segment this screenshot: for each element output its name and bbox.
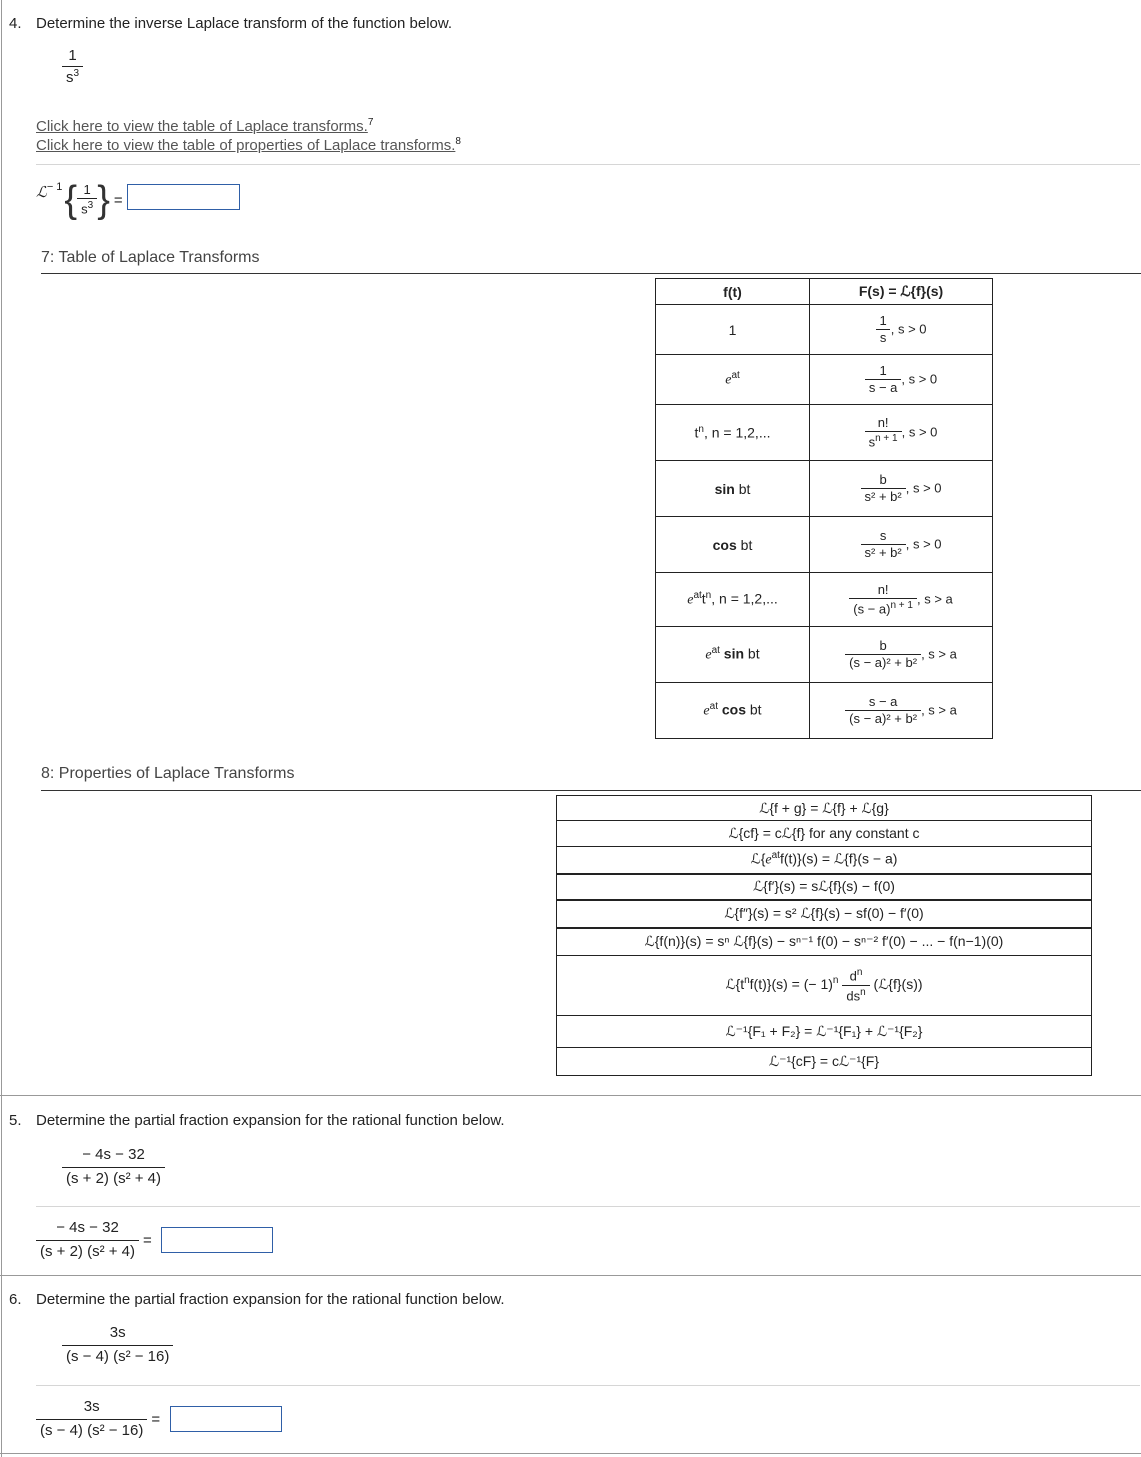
ft-cell: 1 [656, 305, 810, 355]
prop3-e: e [765, 853, 772, 869]
fs-cond: s > a [924, 591, 953, 607]
q5-func-num: − 4s − 32 [82, 1146, 145, 1163]
laplace-properties-link[interactable]: Click here to view the table of properties of Laplace transforms. [36, 137, 456, 154]
q4-answer-num: 1 [83, 182, 91, 198]
fs-cell: $\frac{s}{\text{s² + b²}}$ , s > 0 [810, 517, 993, 573]
prop3-exp: at [771, 850, 780, 862]
fs-num: s [879, 527, 887, 543]
ft-e: e [725, 372, 732, 388]
table-row [557, 1048, 1092, 1076]
q6-func-num: 3s [109, 1324, 126, 1341]
q5-answer-num: − 4s − 32 [56, 1219, 119, 1236]
prop3-pre: ℒ{ [750, 851, 766, 868]
prop7-numexp: n [856, 967, 863, 979]
table7-rule [41, 273, 1141, 274]
ft-bold: sin [714, 480, 735, 497]
fs-cell: $\frac{b}{\text{(s − a)² + b²}}$ , s > a [810, 627, 993, 683]
q5-answer-row [36, 1214, 152, 1266]
q6-answer-den: (s − 4) (s² − 16) [36, 1419, 147, 1440]
table-row [557, 874, 1092, 900]
q5-answer-den: (s + 2) (s² + 4) [36, 1240, 139, 1261]
q5-separator [0, 1095, 1141, 1096]
table-row [656, 405, 993, 461]
bottom-separator [0, 1453, 1141, 1454]
property-cell: ℒ{cf} = cℒ{f} for any constant c [557, 821, 1092, 847]
ft-cell [656, 627, 810, 683]
prop7-mid: f(t)}(s) = (− 1) [749, 976, 833, 993]
fs-den: s² + b² [861, 544, 906, 560]
ft-tail: , n = 1,2,... [703, 424, 771, 441]
fs-cond: s > 0 [908, 371, 938, 387]
table8-rule [41, 790, 1141, 791]
link2-ref: 8 [455, 136, 461, 147]
property-cell: ℒ⁻¹{F₁ + F₂} = ℒ⁻¹{F₁} + ℒ⁻¹{F₂} [557, 1016, 1092, 1048]
col-header-fs-text: F(s) = ℒ{f}(s) [858, 283, 944, 299]
property-cell: ℒ{f′}(s) = sℒ{f}(s) − f(0) [557, 874, 1092, 900]
table-row [557, 796, 1092, 821]
fs-num: b [879, 471, 887, 487]
q4-func-exp: 3 [73, 67, 80, 79]
fs-num: 1 [879, 362, 887, 378]
laplace-table [655, 278, 993, 739]
q5-equals: = [143, 1231, 152, 1249]
prop3-post: f(t)}(s) = ℒ{f}(s − a) [779, 851, 898, 868]
table-row [557, 1016, 1092, 1048]
table-row [656, 573, 993, 627]
table8-title: 8: Properties of Laplace Transforms [41, 765, 295, 782]
ft-cell [656, 573, 810, 627]
table-row [656, 305, 993, 355]
table-row [656, 461, 993, 517]
fs-cell: $\frac{s - a}{\text{(s − a)² + b²}}$ , s > a [810, 683, 993, 739]
fs-den: s − a [865, 379, 902, 395]
property-cell: ℒ{f(n)}(s) = sⁿ ℒ{f}(s) − sⁿ⁻¹ f(0) − sⁿ⁻² f′(0) − ... − f(n−1)(0) [557, 928, 1092, 956]
table-row [557, 900, 1092, 928]
ft-cell [656, 355, 810, 405]
q6-separator [0, 1275, 1141, 1276]
ft-cell [656, 461, 810, 517]
col-header-ft: f(t) [656, 279, 810, 305]
col-header-fs [810, 279, 993, 305]
fs-den-exp: n + 1 [890, 599, 913, 611]
ft-e: e [687, 592, 694, 608]
q6-prompt: Determine the partial fraction expansion for the rational function below. [36, 1291, 505, 1308]
ft-exp: n [698, 424, 704, 436]
fs-cell: $\frac{b}{\text{s² + b²}}$ , s > 0 [810, 461, 993, 517]
ft-tail: bt [744, 645, 760, 662]
fs-den-exp: n + 1 [875, 432, 898, 444]
q6-function [62, 1325, 173, 1365]
fs-cond: s > a [928, 702, 957, 718]
q5-prompt: Determine the partial fraction expansion for the rational function below. [36, 1112, 505, 1129]
ft-texp: n [705, 590, 712, 602]
q4-number: 4. [9, 15, 22, 32]
q6-func-den: (s − 4) (s² − 16) [62, 1345, 173, 1366]
prop7-post: (ℒ{f}(s)) [873, 976, 923, 993]
q4-equals: = [113, 191, 123, 209]
property-cell: ℒ⁻¹{cF} = cℒ⁻¹{F} [557, 1048, 1092, 1076]
prop7-pre: ℒ{t [725, 976, 745, 993]
q4-divider [36, 164, 1140, 165]
fs-num: n! [877, 414, 889, 430]
q4-right-brace: } [97, 179, 110, 221]
q4-left-brace: { [64, 179, 78, 221]
fs-cond: s > 0 [897, 321, 927, 337]
q4-func-den: s [66, 68, 74, 86]
q4-link-props[interactable] [36, 136, 461, 154]
q4-prompt: Determine the inverse Laplace transform of the function below. [36, 15, 453, 32]
fs-num: s − a [868, 693, 898, 709]
ft-bold: cos [717, 701, 746, 718]
fs-cell: $\frac{1}{s - a}$ , s > 0 [810, 355, 993, 405]
ft-tail: , n = 1,2,... [711, 590, 778, 607]
q6-answer-num: 3s [83, 1398, 100, 1415]
fs-cond: s > 0 [908, 424, 938, 440]
q6-number: 6. [9, 1291, 22, 1308]
ft-exp: at [731, 370, 740, 382]
table-row [557, 847, 1092, 874]
fs-cond: s > 0 [912, 480, 942, 496]
table-row [656, 355, 993, 405]
ft-t: t [694, 424, 699, 441]
table-row [557, 928, 1092, 956]
prop7-n: n [832, 975, 839, 987]
prop7-denexp: n [860, 987, 866, 998]
fs-num: b [879, 637, 887, 653]
table-row [557, 821, 1092, 847]
ft-cell [656, 517, 810, 573]
q4-function [62, 48, 83, 86]
prop7-exp: n [744, 975, 750, 987]
fs-cond: s > a [928, 646, 957, 662]
q4-link-table[interactable] [36, 117, 373, 135]
ft-e: e [705, 647, 712, 663]
ft-cell [656, 683, 810, 739]
q5-divider [36, 1206, 1140, 1207]
q5-answer-input[interactable] [161, 1227, 273, 1253]
fs-cell: $\frac{n!}{s^{n + 1}}$ , s > 0 [810, 405, 993, 461]
table-row [557, 956, 1092, 1016]
property-cell: ℒ{f″}(s) = s² ℒ{f}(s) − sf(0) − f′(0) [557, 900, 1092, 928]
fs-den: (s − a)² + b² [845, 710, 921, 726]
q6-answer-input[interactable] [170, 1406, 282, 1432]
property-cell [557, 956, 1092, 1016]
q4-answer-exp: 3 [87, 200, 94, 212]
ft-bold: cos [712, 536, 737, 553]
fs-den: (s − a)² + b² [845, 654, 921, 670]
prop7-den: ds [846, 988, 861, 1004]
ft-exp: at [693, 590, 702, 602]
property-cell: ℒ{f + g} = ℒ{f} + ℒ{g} [557, 796, 1092, 821]
table-row [656, 627, 993, 683]
ft-cell [656, 405, 810, 461]
ft-tail: bt [736, 536, 753, 553]
fs-num: n! [877, 581, 889, 597]
q5-number: 5. [9, 1112, 22, 1129]
table-row [656, 517, 993, 573]
fs-den: s² + b² [861, 488, 906, 504]
fs-num: 1 [879, 312, 887, 328]
left-border [1, 0, 2, 1457]
fs-den: (s − a) [853, 601, 891, 617]
properties-table [556, 795, 1092, 1076]
q4-answer-den: s [81, 201, 88, 217]
ft-t: t [701, 590, 706, 607]
property-cell [557, 847, 1092, 874]
q5-function [62, 1147, 165, 1187]
fs-cell: $\frac{1}{s}$ , s > 0 [810, 305, 993, 355]
ft-bold: sin [719, 645, 745, 662]
ft-tail: bt [734, 480, 751, 497]
ft-exp: at [709, 701, 718, 713]
q4-answer-row [36, 174, 126, 226]
ft-tail: bt [746, 701, 762, 718]
fs-cond: s > 0 [912, 536, 942, 552]
q4-inverse-exp: − 1 [46, 181, 63, 193]
q6-equals: = [151, 1410, 161, 1428]
link1-ref: 7 [367, 117, 374, 128]
fs-cell: $\frac{n!}{(s - a)^{n + 1}}$ , s > a [810, 573, 993, 627]
q4-answer-input[interactable] [127, 184, 240, 210]
ft-exp: at [711, 645, 720, 657]
q6-divider [36, 1385, 1140, 1386]
table7-title: 7: Table of Laplace Transforms [41, 249, 260, 266]
q5-func-den: (s + 2) (s² + 4) [62, 1167, 165, 1188]
prop7-num: d [849, 968, 857, 984]
fs-den: s [876, 329, 891, 345]
laplace-table-link[interactable]: Click here to view the table of Laplace transforms. [36, 118, 368, 135]
fs-den: s [868, 434, 876, 450]
q4-laplace-op: ℒ [36, 183, 47, 201]
q4-func-num: 1 [68, 47, 77, 64]
ft-e: e [703, 703, 710, 719]
q6-answer-row [36, 1393, 160, 1445]
table-row [656, 683, 993, 739]
